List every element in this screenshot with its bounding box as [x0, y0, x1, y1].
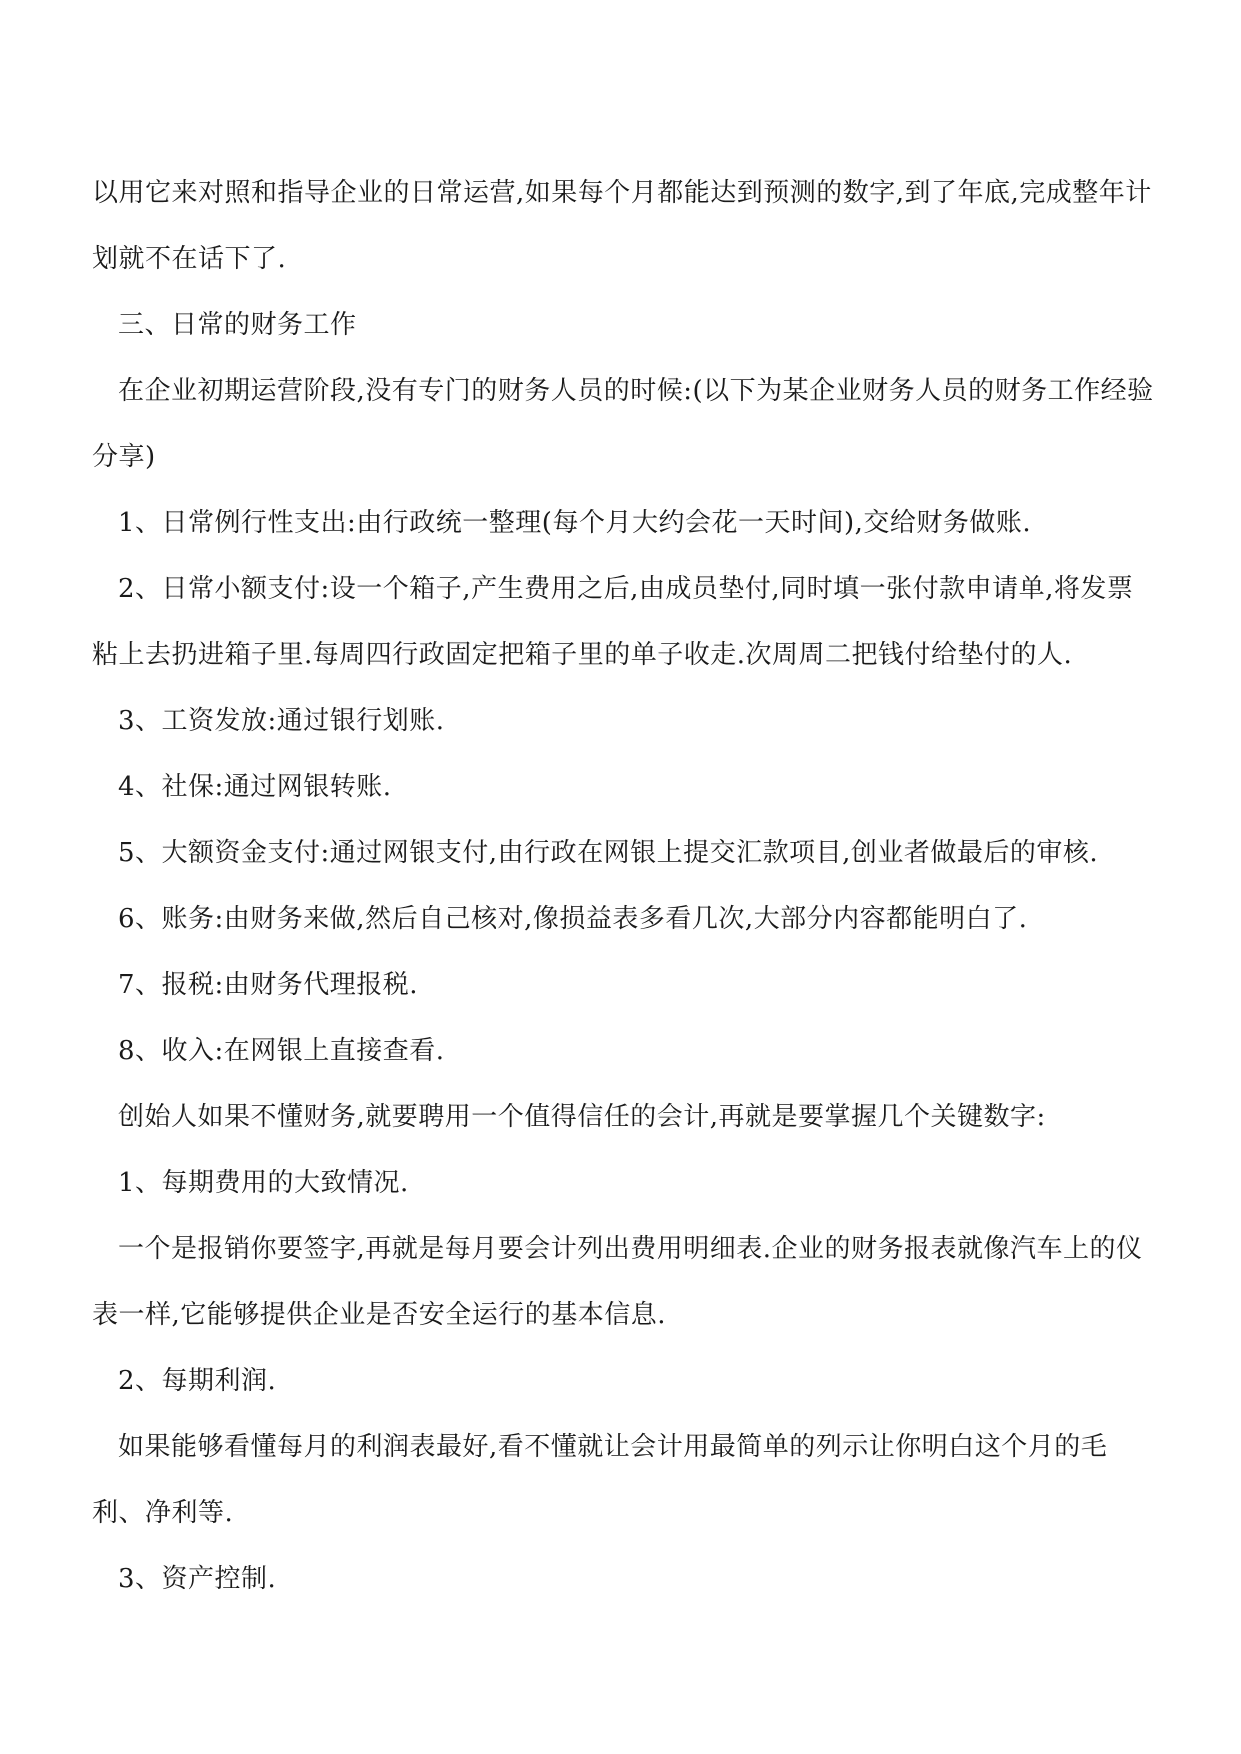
list-item-3: 3、工资发放:通过银行划账.: [118, 706, 445, 736]
key-number-1: 1、每期费用的大致情况.: [118, 1168, 409, 1198]
paragraph-intro: 在企业初期运营阶段,没有专门的财务人员的时候:(以下为某企业财务人员的财务工作经验分享): [92, 376, 1154, 472]
list-item-7: 7、报税:由财务代理报税.: [118, 970, 419, 1000]
paragraph-continuation: 以用它来对照和指导企业的日常运营,如果每个月都能达到预测的数字,到了年底,完成整年计划就不在话下了.: [92, 178, 1152, 274]
list-item-2: 2、日常小额支付:设一个箱子,产生费用之后,由成员垫付,同时填一张付款申请单,将发票粘上去扔进箱子里.每周四行政固定把箱子里的单子收走.次周周二把钱付给垫付的人.: [92, 574, 1134, 670]
list-item-1: 1、日常例行性支出:由行政统一整理(每个月大约会花一天时间),交给财务做账.: [118, 508, 1032, 538]
key-number-2: 2、每期利润.: [118, 1366, 277, 1396]
paragraph-expenses: 一个是报销你要签字,再就是每月要会计列出费用明细表.企业的财务报表就像汽车上的仪表一样,它能够提供企业是否安全运行的基本信息.: [92, 1234, 1143, 1330]
list-item-5: 5、大额资金支付:通过网银支付,由行政在网银上提交汇款项目,创业者做最后的审核.: [118, 838, 1099, 868]
list-item-6: 6、账务:由财务来做,然后自己核对,像损益表多看几次,大部分内容都能明白了.: [118, 904, 1028, 934]
paragraph-founder: 创始人如果不懂财务,就要聘用一个值得信任的会计,再就是要掌握几个关键数字:: [118, 1102, 1046, 1132]
key-number-3: 3、资产控制.: [118, 1564, 277, 1594]
list-item-8: 8、收入:在网银上直接查看.: [118, 1036, 445, 1066]
list-item-4: 4、社保:通过网银转账.: [118, 772, 392, 802]
document-body: [92, 160, 1154, 1612]
section-heading: 三、日常的财务工作: [118, 310, 357, 340]
paragraph-profit: 如果能够看懂每月的利润表最好,看不懂就让会计用最简单的列示让你明白这个月的毛利、净利等.: [92, 1432, 1108, 1528]
